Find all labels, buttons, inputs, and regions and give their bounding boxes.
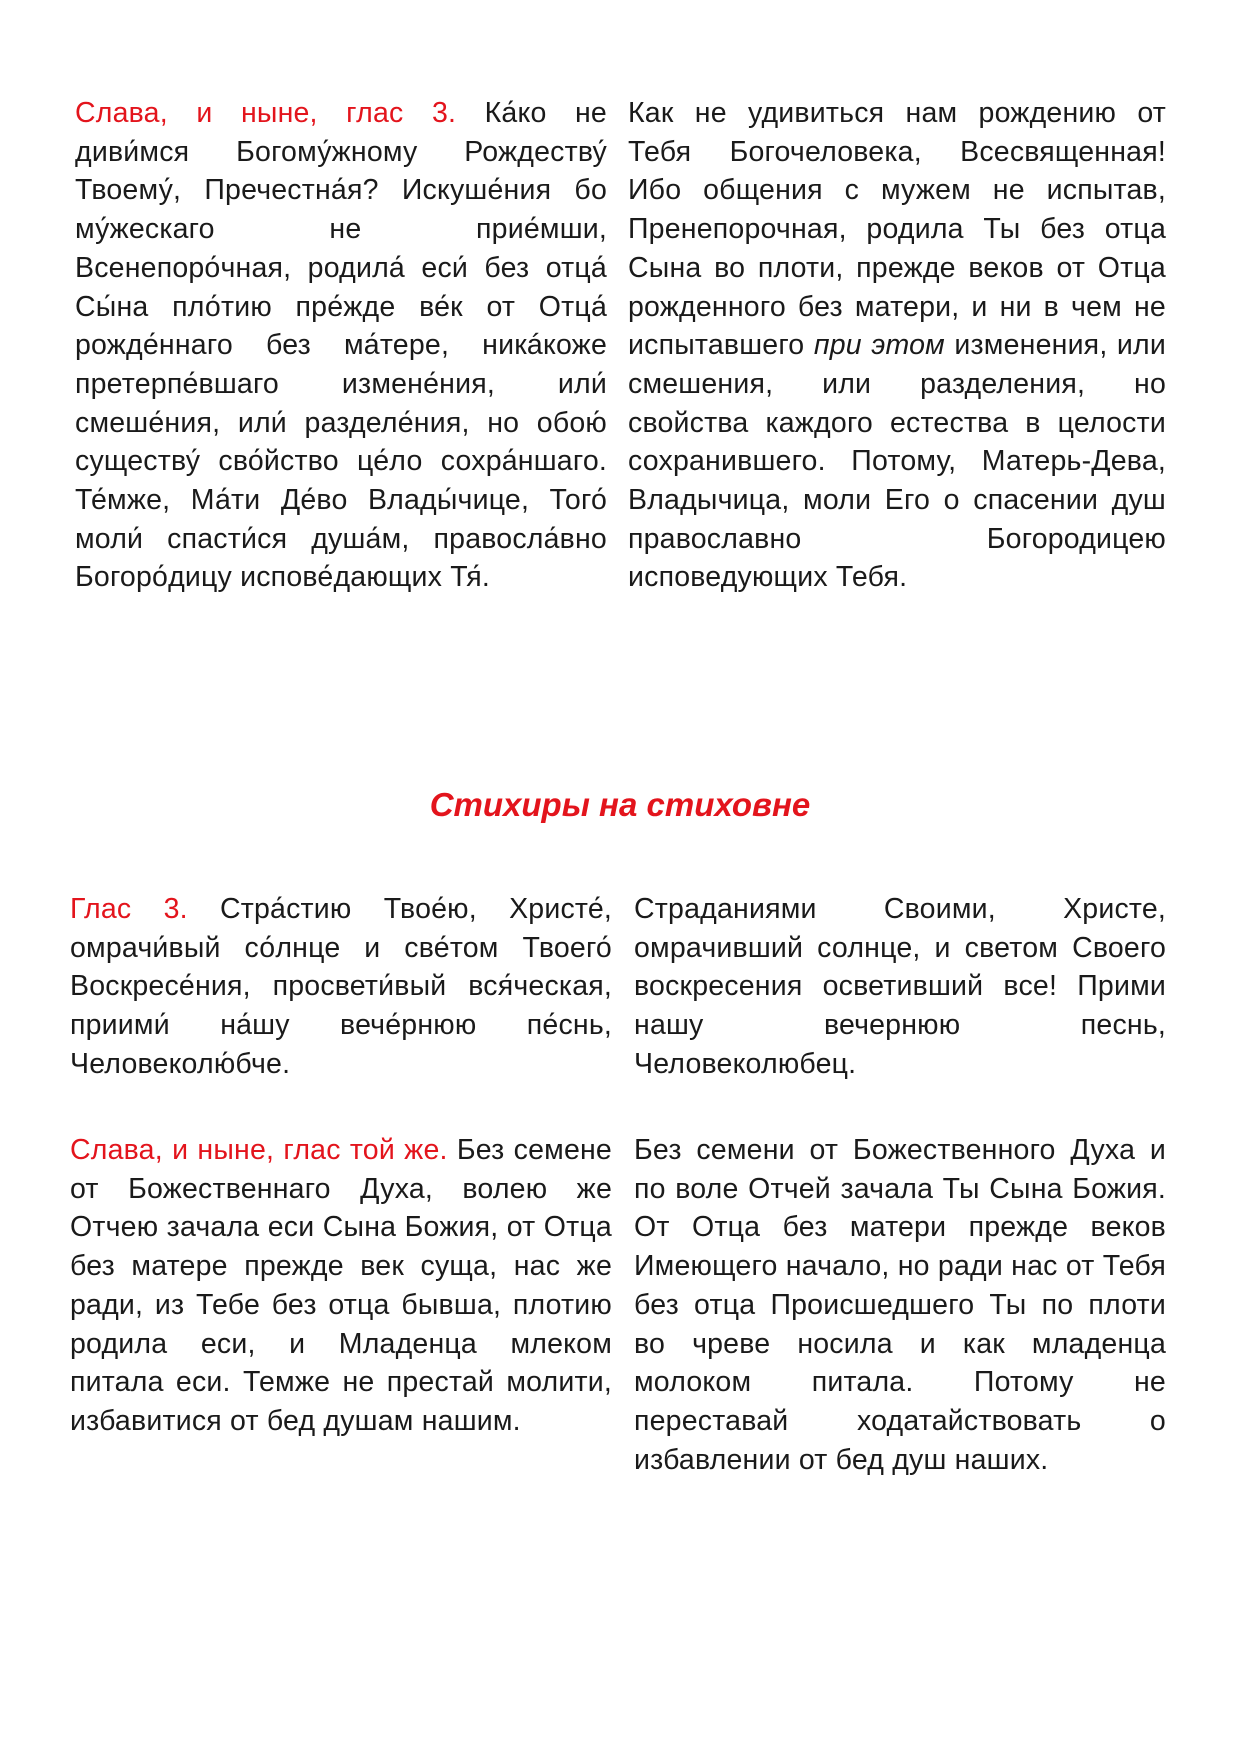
slava-glas-toy-zhe-church-slavonic xyxy=(70,1131,612,1441)
section-title: Стихиры на стиховне xyxy=(429,786,811,823)
verse-text: Стра́стию Твое́ю, Христе́, омрачи́вый со́лнце и све́том Твоего́ Воскресе́ния, просвети́вый вся́ческая, приими́ на́шу вече́рнюю пе́снь, Человеколю́бче. xyxy=(70,893,612,1080)
translation-text-part1: Как не удивиться нам рождению от Тебя Богочеловека, Всесвященная! Ибо общения с мужем не испытав, Пренепорочная, родила Ты без отца Сына во плоти, прежде веков от Отца рожденного без матери, и ни в чем не испытавшего xyxy=(628,97,1166,362)
verse-label: Слава, и ныне, глас той же. xyxy=(70,1134,448,1166)
slava-glas-toy-zhe-russian xyxy=(634,1131,1166,1479)
translation-text-part2: изменения, или смешения, или разделения, но свойства каждого естества в целости сохранившего. Потому, Матерь-Дева, Владычица, моли Его о спасении душ православно Богородицею исповедующих Тебя. xyxy=(628,329,1166,594)
translation-italic-text: при этом xyxy=(813,329,945,362)
glas-3-russian xyxy=(634,890,1166,1084)
translation-text: Страданиями Своими, Христе, омрачивший солнце, и светом Своего воскресения осветивший все! Прими нашу вечернюю песнь, Человеколюбец. xyxy=(634,893,1166,1080)
glas-3-church-slavonic xyxy=(70,890,612,1084)
verse-text: Ка́ко не диви́мся Богому́жному Рождеству́ Твоему́, Пречестна́я? Искуше́ния бо му́жескаго не прие́мши, Всенепоро́чная, родила́ еси́ без отца́ Сы́на пло́тию пре́жде ве́к от Отца́ рожде́ннаго без ма́тере, никáкоже претерпе́вшаго измене́ния, или́ смеше́ния, или́ разделе́ния, но обою́ существу́ сво́йство це́ло сохра́ншаго. Те́мже, Ма́ти Де́во Влады́чице, Того́ моли́ спасти́ся душа́м, правосла́вно Богоро́дицу испове́дающих Тя́. xyxy=(75,97,607,594)
verse-text: Без семене от Божественнаго Духа, волею же Отчею зачала еси Сына Божия, от Отца без матере прежде век суща, нас же ради, из Тебе без отца бывша, плотию родила еси, и Младенца млеком питала еси. Темже не престай молити, избавитися от бед душам нашим. xyxy=(70,1134,612,1437)
slava-i-nyne-russian xyxy=(628,94,1166,597)
verse-label: Слава, и ныне, глас 3. xyxy=(75,97,457,129)
slava-i-nyne-church-slavonic xyxy=(75,94,607,597)
translation-text: Без семени от Божественного Духа и по воле Отчей зачала Ты Сына Божия. От Отца без матери прежде веков Имеющего начало, но ради нас от Тебя без отца Происшедшего Ты по плоти во чреве носила и как младенца молоком питала. Потому не переставай ходатайствовать о избавлении от бед душ наших. xyxy=(634,1134,1166,1476)
verse-label: Глас 3. xyxy=(70,893,188,925)
